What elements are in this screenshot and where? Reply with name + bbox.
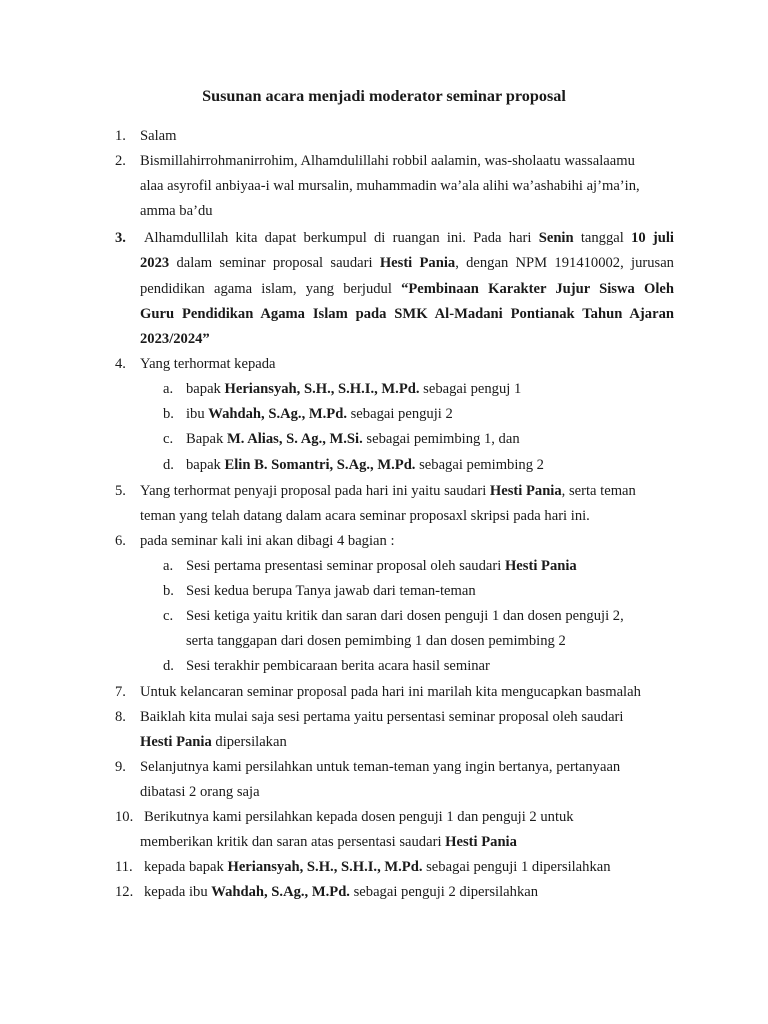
item-number: 2. [115,153,126,169]
item-text: kepada ibu Wahdah, S.Ag., M.Pd. sebagai penguji 2 dipersilahkan [144,884,539,900]
subitem-letter: a. [163,558,174,574]
item-text: amma ba’du [140,203,213,219]
item-text: pada seminar kali ini akan dibagi 4 bagian : [140,533,395,549]
item-text: Yang terhormat kepada [140,356,276,372]
item-text: 2023/2024” [140,331,210,347]
item-number: 6. [115,533,126,549]
item-text: dibatasi 2 orang saja [140,784,260,800]
item-text: Alhamdullilah kita dapat berkumpul di ruangan ini. Pada hari Senin tanggal 10 juli [144,230,674,246]
item-text: Untuk kelancaran seminar proposal pada hari ini marilah kita mengucapkan basmalah [140,684,641,700]
subitem-text: Sesi pertama presentasi seminar proposal oleh saudari Hesti Pania [186,558,577,574]
subitem-text: serta tanggapan dari dosen pemimbing 1 dan dosen pemimbing 2 [186,633,566,649]
subitem-letter: d. [163,658,174,674]
subitem-letter: d. [163,457,174,473]
item-text: Berikutnya kami persilahkan kepada dosen penguji 1 dan penguji 2 untuk [144,809,574,825]
subitem-text: bapak Elin B. Somantri, S.Ag., M.Pd. sebagai pemimbing 2 [186,457,544,473]
item-text: Guru Pendidikan Agama Islam pada SMK Al-Madani Pontianak Tahun Ajaran [140,306,674,322]
item-text: Selanjutnya kami persilahkan untuk teman-teman yang ingin bertanya, pertanyaan [140,759,621,775]
document-title: Susunan acara menjadi moderator seminar proposal [202,87,566,105]
item-number: 12. [115,884,134,900]
subitem-letter: b. [163,583,174,599]
subitem-letter: a. [163,381,174,397]
item-number: 3. [115,230,126,246]
item-text: Yang terhormat penyaji proposal pada hari ini yaitu saudari Hesti Pania, serta teman [140,483,636,499]
item-number: 4. [115,356,126,372]
item-text: kepada bapak Heriansyah, S.H., S.H.I., M.Pd. sebagai penguji 1 dipersilahkan [144,859,611,875]
item-number: 8. [115,709,126,725]
item-text: pendidikan agama islam, yang berjudul “Pembinaan Karakter Jujur Siswa Oleh [140,281,674,297]
item-number: 1. [115,128,126,144]
subitem-letter: c. [163,431,174,447]
subitem-text: Bapak M. Alias, S. Ag., M.Si. sebagai pemimbing 1, dan [186,431,520,447]
item-number: 11. [115,859,133,875]
item-number: 5. [115,483,126,499]
item-number: 10. [115,809,134,825]
item-text: Bismillahirrohmanirrohim, Alhamdulillahi robbil aalamin, was-sholaatu wassalaamu [140,153,635,169]
item-text: teman yang telah datang dalam acara seminar proposaxl skripsi pada hari ini. [140,508,590,524]
item-text: 2023 dalam seminar proposal saudari Hesti Pania, dengan NPM 191410002, jurusan [140,255,674,271]
item-text: Salam [140,128,177,144]
subitem-letter: b. [163,406,174,422]
subitem-text: bapak Heriansyah, S.H., S.H.I., M.Pd. sebagai penguj 1 [186,381,522,397]
subitem-text: Sesi kedua berupa Tanya jawab dari teman-teman [186,583,476,599]
item-text: Hesti Pania dipersilakan [140,734,287,750]
item-number: 7. [115,684,126,700]
item-number: 9. [115,759,126,775]
item-text: memberikan kritik dan saran atas persentasi saudari Hesti Pania [140,834,517,850]
subitem-text: Sesi ketiga yaitu kritik dan saran dari dosen penguji 1 dan dosen penguji 2, [186,608,624,624]
subitem-text: Sesi terakhir pembicaraan berita acara hasil seminar [186,658,490,674]
subitem-text: ibu Wahdah, S.Ag., M.Pd. sebagai penguji 2 [186,406,453,422]
subitem-letter: c. [163,608,174,624]
item-text: Baiklah kita mulai saja sesi pertama yaitu persentasi seminar proposal oleh saudari [140,709,624,725]
item-text: alaa asyrofil anbiyaa-i wal mursalin, muhammadin wa’ala alihi wa’ashabihi aj’ma’in, [140,178,640,194]
